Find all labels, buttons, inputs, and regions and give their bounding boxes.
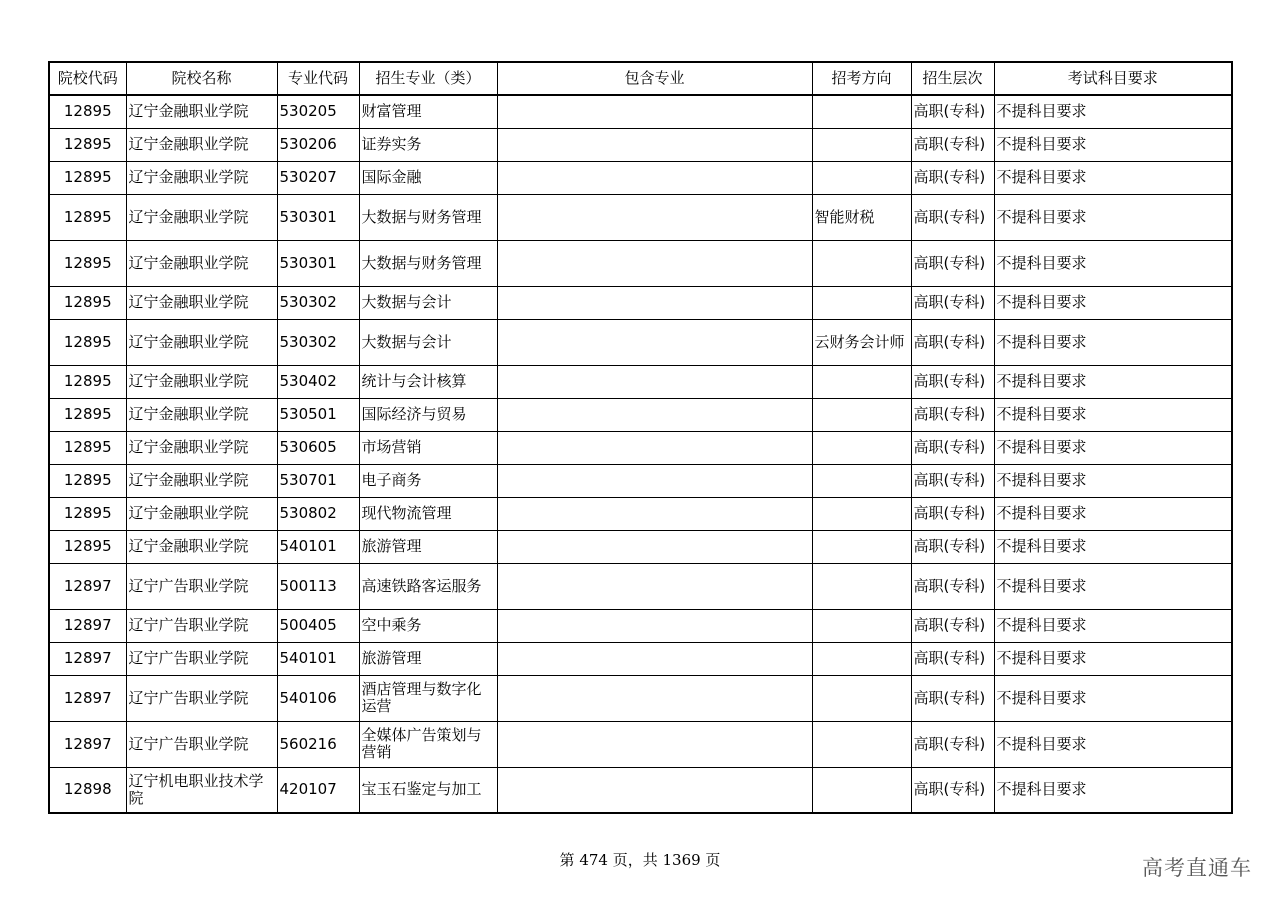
cell-direction xyxy=(812,497,911,530)
header-school-name: 院校名称 xyxy=(126,62,277,95)
cell-school-code: 12898 xyxy=(49,767,126,813)
cell-major: 大数据与会计 xyxy=(359,286,497,319)
cell-major: 国际经济与贸易 xyxy=(359,398,497,431)
table-row xyxy=(49,767,1232,813)
cell-subject-requirements: 不提科目要求 xyxy=(994,365,1232,398)
cell-school-code: 12895 xyxy=(49,497,126,530)
cell-subject-requirements: 不提科目要求 xyxy=(994,194,1232,240)
header-level: 招生层次 xyxy=(911,62,994,95)
header-major-code: 专业代码 xyxy=(277,62,359,95)
cell-major-code: 530205 xyxy=(277,95,359,128)
cell-school-code: 12897 xyxy=(49,563,126,609)
cell-level: 高职(专科) xyxy=(911,398,994,431)
cell-subject-requirements: 不提科目要求 xyxy=(994,161,1232,194)
cell-level: 高职(专科) xyxy=(911,95,994,128)
cell-major: 高速铁路客运服务 xyxy=(359,563,497,609)
cell-subject-requirements: 不提科目要求 xyxy=(994,721,1232,767)
cell-direction: 云财务会计师 xyxy=(812,319,911,365)
cell-major: 市场营销 xyxy=(359,431,497,464)
cell-school-code: 12897 xyxy=(49,642,126,675)
cell-level: 高职(专科) xyxy=(911,431,994,464)
cell-level: 高职(专科) xyxy=(911,721,994,767)
cell-major-code: 530605 xyxy=(277,431,359,464)
cell-level: 高职(专科) xyxy=(911,642,994,675)
cell-level: 高职(专科) xyxy=(911,464,994,497)
cell-included-majors xyxy=(497,286,812,319)
cell-level: 高职(专科) xyxy=(911,497,994,530)
cell-major-code: 530302 xyxy=(277,319,359,365)
table-row xyxy=(49,563,1232,609)
cell-school-name: 辽宁广告职业学院 xyxy=(126,642,277,675)
cell-level: 高职(专科) xyxy=(911,563,994,609)
cell-level: 高职(专科) xyxy=(911,675,994,721)
cell-subject-requirements: 不提科目要求 xyxy=(994,563,1232,609)
cell-included-majors xyxy=(497,194,812,240)
cell-school-name: 辽宁广告职业学院 xyxy=(126,721,277,767)
cell-subject-requirements: 不提科目要求 xyxy=(994,530,1232,563)
table-row xyxy=(49,240,1232,286)
cell-subject-requirements: 不提科目要求 xyxy=(994,319,1232,365)
cell-included-majors xyxy=(497,497,812,530)
header-subject-requirements: 考试科目要求 xyxy=(994,62,1232,95)
table-row xyxy=(49,642,1232,675)
cell-major: 大数据与会计 xyxy=(359,319,497,365)
table-row xyxy=(49,609,1232,642)
cell-school-name: 辽宁机电职业技术学院 xyxy=(126,767,277,813)
cell-school-code: 12895 xyxy=(49,319,126,365)
cell-major: 大数据与财务管理 xyxy=(359,240,497,286)
cell-direction xyxy=(812,286,911,319)
cell-level: 高职(专科) xyxy=(911,767,994,813)
cell-included-majors xyxy=(497,365,812,398)
cell-school-name: 辽宁金融职业学院 xyxy=(126,319,277,365)
header-included-majors: 包含专业 xyxy=(497,62,812,95)
cell-included-majors xyxy=(497,642,812,675)
cell-school-name: 辽宁金融职业学院 xyxy=(126,194,277,240)
cell-direction xyxy=(812,431,911,464)
cell-major-code: 530301 xyxy=(277,194,359,240)
cell-school-name: 辽宁金融职业学院 xyxy=(126,95,277,128)
page-number: 第 474 页，共 1369 页 xyxy=(559,851,721,869)
cell-direction xyxy=(812,609,911,642)
cell-school-name: 辽宁金融职业学院 xyxy=(126,530,277,563)
cell-level: 高职(专科) xyxy=(911,365,994,398)
cell-major: 现代物流管理 xyxy=(359,497,497,530)
cell-school-code: 12895 xyxy=(49,128,126,161)
cell-level: 高职(专科) xyxy=(911,530,994,563)
header-school-code: 院校代码 xyxy=(49,62,126,95)
cell-major-code: 540106 xyxy=(277,675,359,721)
cell-major-code: 530701 xyxy=(277,464,359,497)
table-row xyxy=(49,319,1232,365)
cell-school-code: 12895 xyxy=(49,286,126,319)
cell-direction xyxy=(812,398,911,431)
cell-major: 全媒体广告策划与营销 xyxy=(359,721,497,767)
cell-subject-requirements: 不提科目要求 xyxy=(994,609,1232,642)
cell-major: 空中乘务 xyxy=(359,609,497,642)
cell-direction xyxy=(812,95,911,128)
cell-major: 电子商务 xyxy=(359,464,497,497)
cell-included-majors xyxy=(497,464,812,497)
cell-school-code: 12897 xyxy=(49,675,126,721)
cell-school-name: 辽宁金融职业学院 xyxy=(126,365,277,398)
cell-level: 高职(专科) xyxy=(911,319,994,365)
cell-level: 高职(专科) xyxy=(911,609,994,642)
cell-school-name: 辽宁金融职业学院 xyxy=(126,128,277,161)
cell-subject-requirements: 不提科目要求 xyxy=(994,497,1232,530)
cell-major: 旅游管理 xyxy=(359,642,497,675)
header-direction: 招考方向 xyxy=(812,62,911,95)
cell-included-majors xyxy=(497,721,812,767)
cell-subject-requirements: 不提科目要求 xyxy=(994,675,1232,721)
cell-subject-requirements: 不提科目要求 xyxy=(994,286,1232,319)
cell-major-code: 540101 xyxy=(277,642,359,675)
cell-level: 高职(专科) xyxy=(911,240,994,286)
cell-included-majors xyxy=(497,767,812,813)
table-row xyxy=(49,128,1232,161)
cell-school-name: 辽宁金融职业学院 xyxy=(126,464,277,497)
cell-school-code: 12895 xyxy=(49,194,126,240)
cell-major: 大数据与财务管理 xyxy=(359,194,497,240)
admissions-table xyxy=(48,61,1233,814)
cell-school-code: 12895 xyxy=(49,398,126,431)
cell-included-majors xyxy=(497,530,812,563)
cell-level: 高职(专科) xyxy=(911,161,994,194)
cell-included-majors xyxy=(497,161,812,194)
cell-subject-requirements: 不提科目要求 xyxy=(994,95,1232,128)
cell-direction xyxy=(812,161,911,194)
cell-included-majors xyxy=(497,563,812,609)
cell-school-name: 辽宁广告职业学院 xyxy=(126,609,277,642)
cell-subject-requirements: 不提科目要求 xyxy=(994,128,1232,161)
cell-included-majors xyxy=(497,240,812,286)
cell-subject-requirements: 不提科目要求 xyxy=(994,240,1232,286)
cell-major-code: 500113 xyxy=(277,563,359,609)
cell-school-name: 辽宁金融职业学院 xyxy=(126,286,277,319)
cell-included-majors xyxy=(497,398,812,431)
header-major: 招生专业（类） xyxy=(359,62,497,95)
cell-major-code: 500405 xyxy=(277,609,359,642)
cell-major: 统计与会计核算 xyxy=(359,365,497,398)
cell-major-code: 530301 xyxy=(277,240,359,286)
cell-major: 宝玉石鉴定与加工 xyxy=(359,767,497,813)
cell-major-code: 530402 xyxy=(277,365,359,398)
cell-direction: 智能财税 xyxy=(812,194,911,240)
table-row xyxy=(49,194,1232,240)
cell-level: 高职(专科) xyxy=(911,286,994,319)
cell-direction xyxy=(812,563,911,609)
cell-direction xyxy=(812,642,911,675)
cell-school-code: 12895 xyxy=(49,161,126,194)
cell-subject-requirements: 不提科目要求 xyxy=(994,642,1232,675)
table-row xyxy=(49,721,1232,767)
watermark: 高考直通车 xyxy=(1142,856,1252,880)
cell-direction xyxy=(812,530,911,563)
cell-included-majors xyxy=(497,675,812,721)
cell-level: 高职(专科) xyxy=(911,128,994,161)
cell-subject-requirements: 不提科目要求 xyxy=(994,431,1232,464)
table-body xyxy=(49,95,1232,813)
cell-major: 国际金融 xyxy=(359,161,497,194)
cell-included-majors xyxy=(497,128,812,161)
table-row xyxy=(49,365,1232,398)
cell-major-code: 530802 xyxy=(277,497,359,530)
table-row xyxy=(49,497,1232,530)
table-row xyxy=(49,398,1232,431)
header-row xyxy=(49,62,1232,95)
cell-major: 酒店管理与数字化运营 xyxy=(359,675,497,721)
cell-major-code: 540101 xyxy=(277,530,359,563)
cell-school-code: 12897 xyxy=(49,609,126,642)
cell-major: 旅游管理 xyxy=(359,530,497,563)
cell-school-name: 辽宁金融职业学院 xyxy=(126,161,277,194)
cell-included-majors xyxy=(497,431,812,464)
cell-direction xyxy=(812,128,911,161)
cell-direction xyxy=(812,365,911,398)
table-row xyxy=(49,675,1232,721)
cell-school-name: 辽宁广告职业学院 xyxy=(126,563,277,609)
cell-subject-requirements: 不提科目要求 xyxy=(994,767,1232,813)
cell-school-code: 12895 xyxy=(49,365,126,398)
cell-included-majors xyxy=(497,319,812,365)
cell-subject-requirements: 不提科目要求 xyxy=(994,398,1232,431)
cell-included-majors xyxy=(497,95,812,128)
cell-school-name: 辽宁广告职业学院 xyxy=(126,675,277,721)
cell-direction xyxy=(812,767,911,813)
cell-level: 高职(专科) xyxy=(911,194,994,240)
table-row xyxy=(49,286,1232,319)
cell-major-code: 530302 xyxy=(277,286,359,319)
cell-school-name: 辽宁金融职业学院 xyxy=(126,497,277,530)
cell-major-code: 420107 xyxy=(277,767,359,813)
cell-school-name: 辽宁金融职业学院 xyxy=(126,431,277,464)
table-row xyxy=(49,530,1232,563)
cell-school-name: 辽宁金融职业学院 xyxy=(126,240,277,286)
cell-major: 证券实务 xyxy=(359,128,497,161)
cell-direction xyxy=(812,240,911,286)
table-row xyxy=(49,431,1232,464)
table-row xyxy=(49,161,1232,194)
table-row xyxy=(49,95,1232,128)
table-row xyxy=(49,464,1232,497)
cell-subject-requirements: 不提科目要求 xyxy=(994,464,1232,497)
cell-major: 财富管理 xyxy=(359,95,497,128)
cell-school-code: 12895 xyxy=(49,240,126,286)
cell-direction xyxy=(812,675,911,721)
cell-direction xyxy=(812,464,911,497)
cell-included-majors xyxy=(497,609,812,642)
cell-major-code: 530207 xyxy=(277,161,359,194)
cell-direction xyxy=(812,721,911,767)
cell-school-code: 12895 xyxy=(49,530,126,563)
cell-school-name: 辽宁金融职业学院 xyxy=(126,398,277,431)
cell-school-code: 12895 xyxy=(49,464,126,497)
cell-major-code: 560216 xyxy=(277,721,359,767)
cell-school-code: 12895 xyxy=(49,431,126,464)
cell-school-code: 12895 xyxy=(49,95,126,128)
cell-school-code: 12897 xyxy=(49,721,126,767)
cell-major-code: 530501 xyxy=(277,398,359,431)
cell-major-code: 530206 xyxy=(277,128,359,161)
